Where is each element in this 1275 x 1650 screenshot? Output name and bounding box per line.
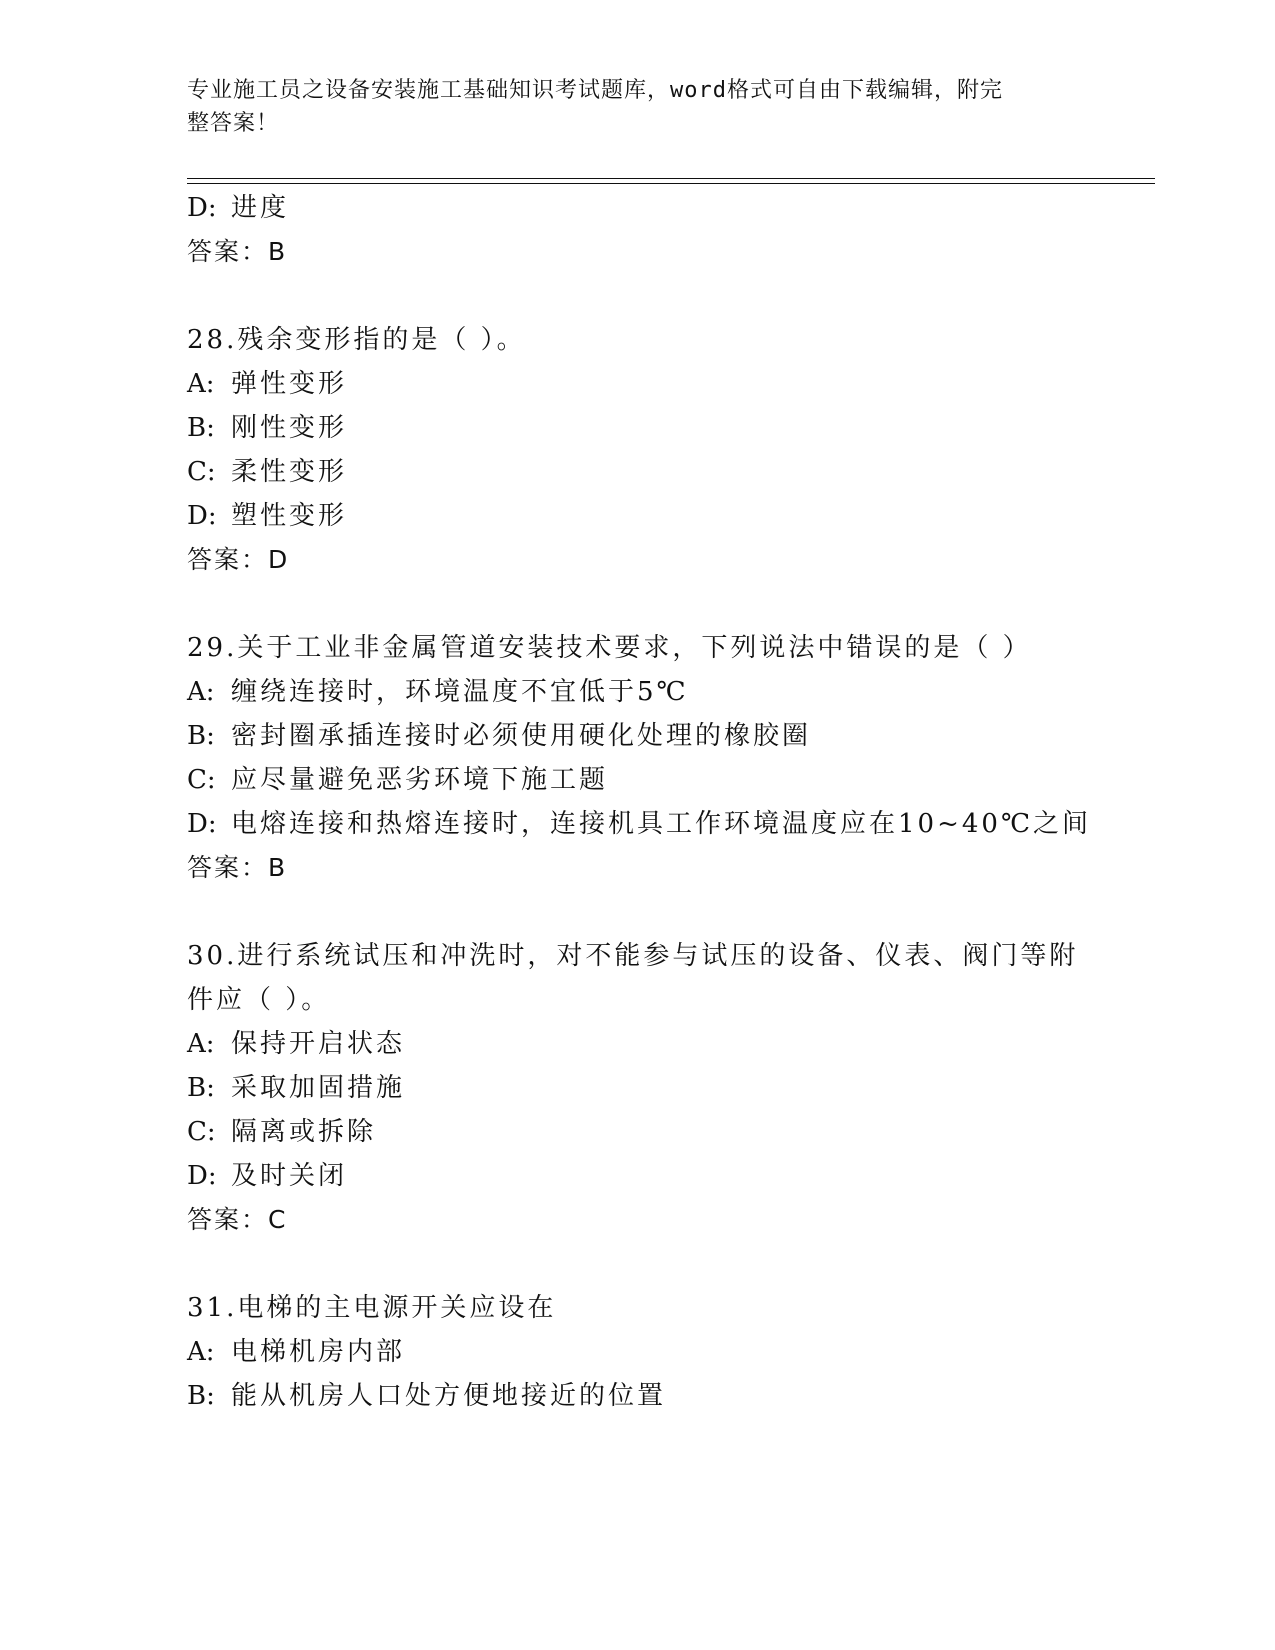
header-rule-bottom (187, 183, 1155, 184)
header-rule-top (187, 178, 1155, 179)
option-a: A: 电梯机房内部 (187, 1337, 406, 1367)
question-stem: 31.电梯的主电源开关应设在 (187, 1293, 557, 1323)
answer: 答案：B (187, 853, 288, 882)
option-b: B: 密封圈承插连接时必须使用硬化处理的橡胶圈 (187, 721, 812, 751)
option-a: A: 保持开启状态 (187, 1029, 406, 1059)
option-c: C: 隔离或拆除 (187, 1117, 377, 1147)
question-stem: 28.残余变形指的是（ ）。 (187, 325, 526, 355)
option-a: A: 弹性变形 (187, 369, 348, 399)
document-header (187, 74, 1067, 140)
option-d: D: 进度 (187, 193, 290, 223)
question-stem: 30.进行系统试压和冲洗时，对不能参与试压的设备、仪表、阀门等附 (187, 941, 1079, 971)
option-d: D: 电熔连接和热熔连接时，连接机具工作环境温度应在10~40℃之间 (187, 809, 1092, 839)
answer: 答案：C (187, 1205, 288, 1234)
option-c: C: 应尽量避免恶劣环境下施工题 (187, 765, 609, 795)
question-stem: 29.关于工业非金属管道安装技术要求，下列说法中错误的是（ ） (187, 633, 1032, 663)
header-line-1: 专业施工员之设备安装施工基础知识考试题库，word格式可自由下载编辑，附完 (187, 78, 1003, 103)
option-d: D: 及时关闭 (187, 1161, 348, 1191)
option-c: C: 柔性变形 (187, 457, 348, 487)
option-d: D: 塑性变形 (187, 501, 348, 531)
header-line-2: 整答案！ (187, 111, 280, 136)
option-b: B: 刚性变形 (187, 413, 348, 443)
answer: 答案：D (187, 545, 290, 574)
question-stem-continued: 件应（ ）。 (187, 985, 331, 1015)
option-b: B: 采取加固措施 (187, 1073, 406, 1103)
option-b: B: 能从机房人口处方便地接近的位置 (187, 1381, 667, 1411)
option-a: A: 缠绕连接时，环境温度不宜低于5℃ (187, 677, 689, 707)
answer: 答案：B (187, 237, 288, 266)
